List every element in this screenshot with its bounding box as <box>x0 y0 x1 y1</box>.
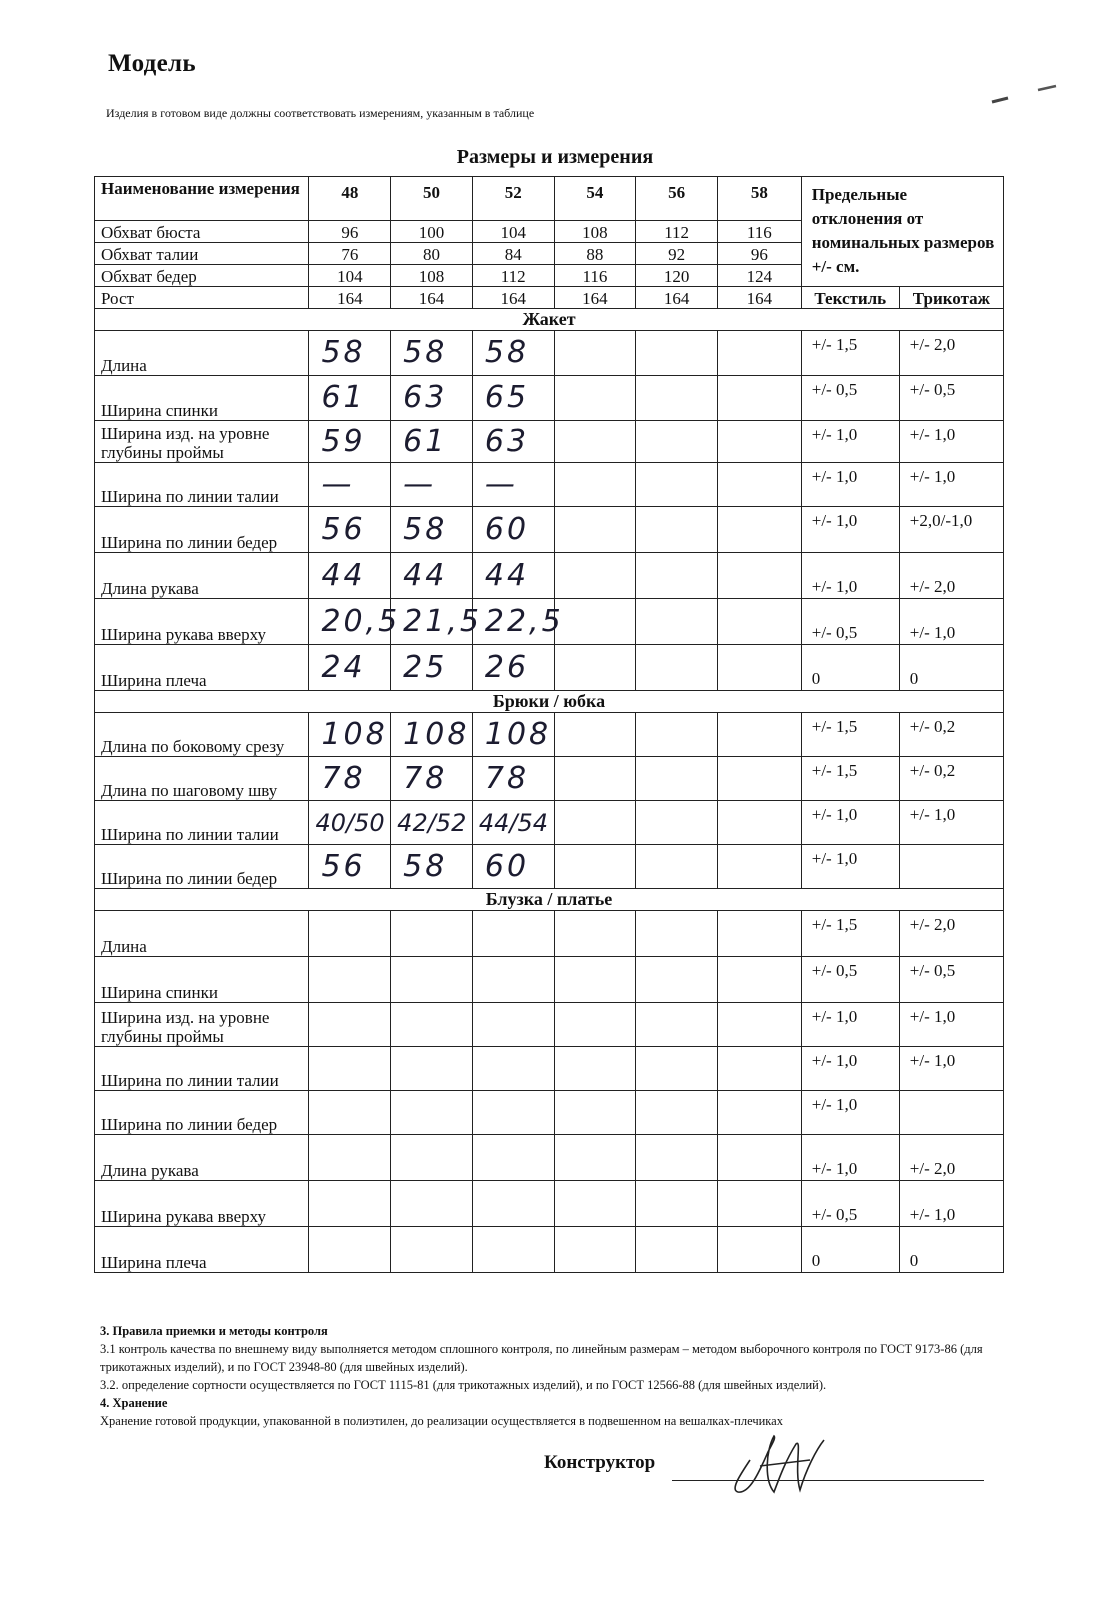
size-header: 48 <box>309 177 391 221</box>
empty-size-cell <box>717 1091 801 1135</box>
section-title: Брюки / юбка <box>95 691 1004 713</box>
measure-row <box>95 1091 1004 1135</box>
handwritten-value: 59 <box>309 421 391 463</box>
textile-tolerance: +/- 1,5 <box>801 331 899 376</box>
measure-label: Длина <box>95 331 309 376</box>
page-title: Модель <box>108 50 196 77</box>
empty-size-cell <box>636 463 718 507</box>
handwritten-value <box>309 1227 391 1273</box>
handwritten-value: 65 <box>472 376 554 421</box>
measure-label: Ширина по линии талии <box>95 1047 309 1091</box>
handwritten-value <box>309 911 391 957</box>
knit-tolerance: +/- 0,2 <box>899 713 1003 757</box>
deviation-header: Предельные отклонения от номинальных размеров +/- см. <box>801 177 1003 287</box>
textile-tolerance: 0 <box>801 1227 899 1273</box>
handwritten-value <box>391 957 473 1003</box>
measure-row <box>95 1227 1004 1273</box>
measure-row <box>95 463 1004 507</box>
base-row-value: 108 <box>391 265 473 287</box>
handwritten-value: 63 <box>472 421 554 463</box>
handwritten-value <box>472 911 554 957</box>
knit-tolerance: +/- 1,0 <box>899 599 1003 645</box>
empty-size-cell <box>554 463 636 507</box>
base-row-value: 96 <box>309 221 391 243</box>
measure-label: Ширина спинки <box>95 376 309 421</box>
handwritten-value <box>472 1227 554 1273</box>
empty-size-cell <box>717 911 801 957</box>
measure-label: Ширина изд. на уровне глубины проймы <box>95 421 309 463</box>
paragraph-3-1: 3.1 контроль качества по внешнему виду выполняется методом сплошного контроля, по линейным размерам – методом выборочного контроля по ГОСТ 9173-86 (для трикотажных изделий), и по ГОСТ 23948-80 (для швейных изделий). <box>100 1342 983 1374</box>
knit-tolerance <box>899 1091 1003 1135</box>
empty-size-cell <box>554 845 636 889</box>
empty-size-cell <box>636 553 718 599</box>
handwritten-value: 61 <box>309 376 391 421</box>
paragraph-4: Хранение готовой продукции, упакованной в полиэтилен, до реализации осуществляется в подвешенном на вешалках-плечиках <box>100 1414 783 1428</box>
handwritten-value <box>391 1181 473 1227</box>
base-row-label: Обхват бедер <box>95 265 309 287</box>
knit-tolerance: +/- 1,0 <box>899 421 1003 463</box>
empty-size-cell <box>554 645 636 691</box>
base-row-value: 164 <box>309 287 391 309</box>
measure-row <box>95 757 1004 801</box>
handwritten-value: — <box>472 463 554 507</box>
handwritten-value <box>472 1181 554 1227</box>
empty-size-cell <box>636 1181 718 1227</box>
size-header: 56 <box>636 177 718 221</box>
empty-size-cell <box>554 376 636 421</box>
textile-tolerance: +/- 0,5 <box>801 376 899 421</box>
handwritten-value: 78 <box>472 757 554 801</box>
empty-size-cell <box>554 1047 636 1091</box>
measure-row <box>95 553 1004 599</box>
textile-header: Текстиль <box>801 287 899 309</box>
base-row-value: 164 <box>472 287 554 309</box>
empty-size-cell <box>636 376 718 421</box>
empty-size-cell <box>717 713 801 757</box>
section-row <box>95 691 1004 713</box>
size-header: 52 <box>472 177 554 221</box>
empty-size-cell <box>636 1227 718 1273</box>
textile-tolerance: +/- 0,5 <box>801 957 899 1003</box>
empty-size-cell <box>554 957 636 1003</box>
knit-tolerance: +/- 2,0 <box>899 1135 1003 1181</box>
measure-row <box>95 421 1004 463</box>
empty-size-cell <box>554 1227 636 1273</box>
empty-size-cell <box>636 421 718 463</box>
section-row <box>95 309 1004 331</box>
textile-tolerance: +/- 1,5 <box>801 757 899 801</box>
measure-row <box>95 911 1004 957</box>
measure-row <box>95 599 1004 645</box>
base-row-value: 116 <box>554 265 636 287</box>
handwritten-value <box>472 957 554 1003</box>
empty-size-cell <box>717 801 801 845</box>
size-header: 54 <box>554 177 636 221</box>
size-header: 50 <box>391 177 473 221</box>
handwritten-value: 108 <box>472 713 554 757</box>
empty-size-cell <box>636 911 718 957</box>
handwritten-value: 63 <box>391 376 473 421</box>
base-row-value: 96 <box>717 243 801 265</box>
handwritten-value: 22,5 <box>472 599 554 645</box>
handwritten-value: 60 <box>472 845 554 889</box>
measure-label: Ширина спинки <box>95 957 309 1003</box>
textile-tolerance: +/- 0,5 <box>801 1181 899 1227</box>
empty-size-cell <box>554 553 636 599</box>
measure-label: Ширина по линии бедер <box>95 1091 309 1135</box>
empty-size-cell <box>554 911 636 957</box>
paragraph-3-2: 3.2. определение сортности осуществляется по ГОСТ 1115-81 (для трикотажных изделий), и по ГОСТ 12566-88 (для швейных изделий). <box>100 1378 827 1392</box>
section-title: Жакет <box>95 309 1004 331</box>
empty-size-cell <box>717 421 801 463</box>
measure-label: Ширина рукава вверху <box>95 599 309 645</box>
name-header: Наименование измерения <box>95 177 309 221</box>
handwritten-value <box>309 1135 391 1181</box>
base-row-value: 164 <box>391 287 473 309</box>
handwritten-value: 20,5 <box>309 599 391 645</box>
handwritten-value: 42/52 <box>391 801 473 845</box>
handwritten-value: 108 <box>391 713 473 757</box>
textile-tolerance: +/- 0,5 <box>801 599 899 645</box>
measure-label: Ширина изд. на уровне глубины проймы <box>95 1003 309 1047</box>
empty-size-cell <box>554 757 636 801</box>
section-row <box>95 889 1004 911</box>
textile-tolerance: +/- 1,5 <box>801 713 899 757</box>
empty-size-cell <box>636 845 718 889</box>
empty-size-cell <box>636 757 718 801</box>
knit-tolerance: +/- 2,0 <box>899 911 1003 957</box>
knit-tolerance: +/- 2,0 <box>899 331 1003 376</box>
empty-size-cell <box>554 1091 636 1135</box>
handwritten-value: 44/54 <box>472 801 554 845</box>
handwritten-value: 26 <box>472 645 554 691</box>
signature-mark <box>720 1430 830 1500</box>
base-row-value: 80 <box>391 243 473 265</box>
base-row-value: 104 <box>472 221 554 243</box>
section-title: Блузка / платье <box>95 889 1004 911</box>
textile-tolerance: +/- 1,0 <box>801 845 899 889</box>
scan-marks <box>990 80 1070 110</box>
handwritten-value <box>391 1091 473 1135</box>
handwritten-value <box>391 1047 473 1091</box>
measure-row <box>95 1135 1004 1181</box>
measure-row <box>95 331 1004 376</box>
handwritten-value: 60 <box>472 507 554 553</box>
base-row-label: Обхват талии <box>95 243 309 265</box>
empty-size-cell <box>554 1181 636 1227</box>
empty-size-cell <box>717 463 801 507</box>
base-row-value: 164 <box>554 287 636 309</box>
empty-size-cell <box>717 757 801 801</box>
handwritten-value: — <box>309 463 391 507</box>
empty-size-cell <box>554 599 636 645</box>
table-title: Размеры и измерения <box>456 146 654 168</box>
base-row-value: 164 <box>717 287 801 309</box>
measure-row <box>95 801 1004 845</box>
handwritten-value <box>472 1003 554 1047</box>
base-row-value: 124 <box>717 265 801 287</box>
measure-row <box>95 1181 1004 1227</box>
empty-size-cell <box>554 331 636 376</box>
handwritten-value: 44 <box>472 553 554 599</box>
empty-size-cell <box>554 713 636 757</box>
base-row <box>95 287 1004 309</box>
measure-row <box>95 645 1004 691</box>
empty-size-cell <box>717 507 801 553</box>
measure-label: Длина по боковому срезу <box>95 713 309 757</box>
measure-label: Длина рукава <box>95 1135 309 1181</box>
handwritten-value: 21,5 <box>391 599 473 645</box>
empty-size-cell <box>636 1091 718 1135</box>
empty-size-cell <box>554 801 636 845</box>
textile-tolerance: +/- 1,0 <box>801 801 899 845</box>
empty-size-cell <box>636 331 718 376</box>
measure-row <box>95 507 1004 553</box>
textile-tolerance: +/- 1,5 <box>801 911 899 957</box>
textile-tolerance: +/- 1,0 <box>801 1135 899 1181</box>
base-row-value: 100 <box>391 221 473 243</box>
handwritten-value: — <box>391 463 473 507</box>
handwritten-value: 56 <box>309 845 391 889</box>
table-header-row <box>95 177 1004 221</box>
knit-tolerance: +/- 0,2 <box>899 757 1003 801</box>
empty-size-cell <box>636 507 718 553</box>
measure-row <box>95 1003 1004 1047</box>
base-row-value: 108 <box>554 221 636 243</box>
handwritten-value: 78 <box>309 757 391 801</box>
handwritten-value: 40/50 <box>309 801 391 845</box>
empty-size-cell <box>717 1047 801 1091</box>
empty-size-cell <box>554 1003 636 1047</box>
empty-size-cell <box>717 331 801 376</box>
textile-tolerance: +/- 1,0 <box>801 1091 899 1135</box>
empty-size-cell <box>636 1047 718 1091</box>
empty-size-cell <box>636 1135 718 1181</box>
empty-size-cell <box>717 645 801 691</box>
handwritten-value: 56 <box>309 507 391 553</box>
empty-size-cell <box>717 1227 801 1273</box>
textile-tolerance: +/- 1,0 <box>801 553 899 599</box>
base-row-value: 84 <box>472 243 554 265</box>
section4-title: 4. Хранение <box>100 1396 168 1410</box>
handwritten-value: 108 <box>309 713 391 757</box>
handwritten-value <box>309 1091 391 1135</box>
base-row-value: 164 <box>636 287 718 309</box>
handwritten-value: 58 <box>391 507 473 553</box>
textile-tolerance: +/- 1,0 <box>801 463 899 507</box>
base-row-value: 88 <box>554 243 636 265</box>
handwritten-value <box>309 1003 391 1047</box>
base-row-value: 116 <box>717 221 801 243</box>
handwritten-value <box>472 1135 554 1181</box>
empty-size-cell <box>717 1181 801 1227</box>
textile-tolerance: 0 <box>801 645 899 691</box>
empty-size-cell <box>636 599 718 645</box>
handwritten-value: 25 <box>391 645 473 691</box>
textile-tolerance: +/- 1,0 <box>801 507 899 553</box>
handwritten-value: 58 <box>472 331 554 376</box>
measure-label: Длина рукава <box>95 553 309 599</box>
measure-row <box>95 957 1004 1003</box>
base-row-value: 112 <box>636 221 718 243</box>
measure-label: Ширина плеча <box>95 645 309 691</box>
base-row-value: 76 <box>309 243 391 265</box>
empty-size-cell <box>717 1135 801 1181</box>
textile-tolerance: +/- 1,0 <box>801 1003 899 1047</box>
knit-tolerance: +/- 0,5 <box>899 957 1003 1003</box>
handwritten-value: 24 <box>309 645 391 691</box>
section3-title: 3. Правила приемки и методы контроля <box>100 1324 328 1338</box>
size-header: 58 <box>717 177 801 221</box>
empty-size-cell <box>717 376 801 421</box>
handwritten-value <box>391 1227 473 1273</box>
empty-size-cell <box>717 845 801 889</box>
knit-header: Трикотаж <box>899 287 1003 309</box>
knit-tolerance: +/- 1,0 <box>899 801 1003 845</box>
knit-tolerance: +/- 0,5 <box>899 376 1003 421</box>
knit-tolerance: +/- 1,0 <box>899 1047 1003 1091</box>
base-row-label: Рост <box>95 287 309 309</box>
measure-label: Ширина плеча <box>95 1227 309 1273</box>
measure-row <box>95 376 1004 421</box>
empty-size-cell <box>554 421 636 463</box>
empty-size-cell <box>554 507 636 553</box>
base-row-value: 104 <box>309 265 391 287</box>
knit-tolerance: +/- 2,0 <box>899 553 1003 599</box>
empty-size-cell <box>717 599 801 645</box>
measurements-table <box>94 176 1004 1273</box>
textile-tolerance: +/- 1,0 <box>801 421 899 463</box>
handwritten-value: 44 <box>391 553 473 599</box>
measure-label: Ширина рукава вверху <box>95 1181 309 1227</box>
handwritten-value: 58 <box>391 845 473 889</box>
knit-tolerance: +/- 1,0 <box>899 1003 1003 1047</box>
measure-label: Ширина по линии бедер <box>95 507 309 553</box>
knit-tolerance: +2,0/-1,0 <box>899 507 1003 553</box>
empty-size-cell <box>636 957 718 1003</box>
textile-tolerance: +/- 1,0 <box>801 1047 899 1091</box>
measure-label: Ширина по линии талии <box>95 801 309 845</box>
page-subtitle: Изделия в готовом виде должны соответствовать измерениям, указанным в таблице <box>106 106 535 120</box>
base-row-value: 120 <box>636 265 718 287</box>
knit-tolerance: 0 <box>899 1227 1003 1273</box>
empty-size-cell <box>554 1135 636 1181</box>
empty-size-cell <box>636 713 718 757</box>
empty-size-cell <box>717 1003 801 1047</box>
handwritten-value: 58 <box>391 331 473 376</box>
base-row-label: Обхват бюста <box>95 221 309 243</box>
measure-label: Ширина по линии талии <box>95 463 309 507</box>
handwritten-value <box>309 957 391 1003</box>
footer-text <box>100 1322 1000 1430</box>
handwritten-value: 78 <box>391 757 473 801</box>
handwritten-value: 61 <box>391 421 473 463</box>
empty-size-cell <box>636 645 718 691</box>
signer-label: Конструктор <box>544 1452 656 1473</box>
measure-row <box>95 845 1004 889</box>
empty-size-cell <box>636 801 718 845</box>
knit-tolerance: +/- 1,0 <box>899 463 1003 507</box>
measure-row <box>95 713 1004 757</box>
empty-size-cell <box>717 553 801 599</box>
empty-size-cell <box>636 1003 718 1047</box>
handwritten-value <box>391 1003 473 1047</box>
handwritten-value <box>472 1047 554 1091</box>
handwritten-value <box>472 1091 554 1135</box>
knit-tolerance <box>899 845 1003 889</box>
knit-tolerance: 0 <box>899 645 1003 691</box>
measure-row <box>95 1047 1004 1091</box>
measure-label: Длина по шаговому шву <box>95 757 309 801</box>
handwritten-value <box>391 1135 473 1181</box>
handwritten-value <box>309 1181 391 1227</box>
measure-label: Ширина по линии бедер <box>95 845 309 889</box>
knit-tolerance: +/- 1,0 <box>899 1181 1003 1227</box>
base-row-value: 92 <box>636 243 718 265</box>
handwritten-value: 58 <box>309 331 391 376</box>
handwritten-value <box>391 911 473 957</box>
handwritten-value: 44 <box>309 553 391 599</box>
base-row-value: 112 <box>472 265 554 287</box>
empty-size-cell <box>717 957 801 1003</box>
handwritten-value <box>309 1047 391 1091</box>
measure-label: Длина <box>95 911 309 957</box>
